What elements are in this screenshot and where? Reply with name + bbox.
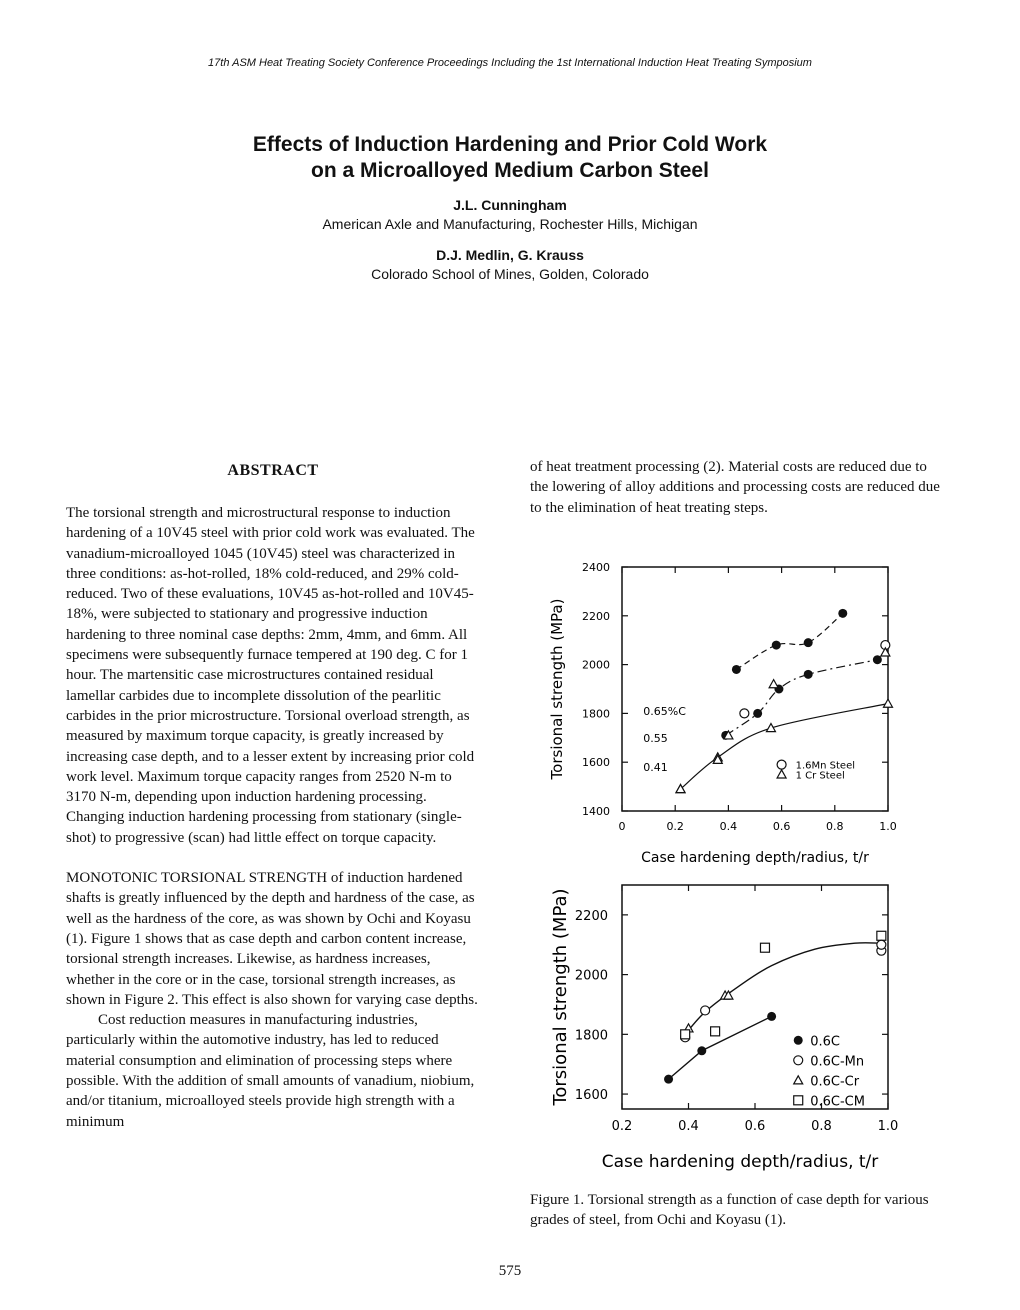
x-tick-label: 1.0	[879, 820, 897, 833]
x-axis-label: Case hardening depth/radius, t/r	[641, 850, 869, 866]
curve-label-065: 0.65%C	[643, 704, 686, 718]
data-point-0.6C	[697, 1046, 706, 1055]
plot-frame	[622, 567, 888, 811]
data-point-0.6C-Mn	[701, 1006, 710, 1015]
data-point-0.6C-CM	[877, 931, 886, 940]
data-point-0.55	[753, 709, 762, 718]
data-point-0.65%C	[838, 609, 847, 618]
title-line-1: Effects of Induction Hardening and Prior Cold Work	[252, 133, 768, 156]
y-tick-label: 2200	[574, 908, 608, 924]
y-tick-label: 2000	[574, 968, 608, 984]
x-tick-label: 0.6	[772, 820, 791, 833]
paragraph-text: of induction hardened shafts is greatly influenced by the depth and hardness of the case, as well as the hardness of the core, as was shown by Ochi and Koyasu (1). Figure 1 shows that as case depth and carbon content increase, torsional strength increases. Likewise, as hardness increases, whether in the core or in the case, torsional strength increases, as shown in Figure 2. This effect is also shown for varying case depths.	[66, 870, 478, 1008]
data-point-0.6C	[767, 1012, 776, 1021]
data-point-0.65%C	[732, 665, 741, 674]
curve-0.55	[726, 660, 878, 736]
x-tick-label: 0.2	[666, 820, 684, 833]
figure-caption: Figure 1. Torsional strength as a function of case depth for various grades of steel, from Ochi and Koyasu (1).	[530, 1192, 929, 1228]
abstract-heading: ABSTRACT	[227, 462, 319, 479]
legend-label: 1 Cr Steel	[795, 770, 845, 782]
author-affiliation: Colorado School of Mines, Golden, Colorado	[371, 266, 649, 282]
y-tick-label: 2000	[582, 658, 610, 672]
legend-label: 0.6C-Mn	[810, 1054, 865, 1070]
chart-bottom	[550, 885, 898, 1172]
legend-marker-1.6Mn	[777, 760, 786, 769]
legend-marker-1Cr	[777, 770, 786, 778]
title-line-2: on a Microalloyed Medium Carbon Steel	[311, 159, 709, 182]
x-tick-label: 0.6	[744, 1119, 766, 1134]
legend-marker-0.6C	[794, 1036, 803, 1045]
paper-title	[0, 132, 1020, 184]
author-name: J.L. Cunningham	[453, 197, 567, 213]
left-column	[66, 503, 480, 1132]
legend-label: 1.6Mn Steel	[795, 760, 856, 772]
body-paragraph-1	[66, 868, 480, 1010]
legend-marker-0.6C-CM	[794, 1096, 803, 1105]
data-point-0.6C	[664, 1075, 673, 1084]
legend-label: 0.6C	[810, 1034, 840, 1050]
author-affiliation: American Axle and Manufacturing, Rochester Hills, Michigan	[322, 216, 698, 232]
curve-label-041: 0.41	[643, 761, 668, 775]
x-tick-label: 0	[618, 820, 626, 833]
data-point-1.6Mn	[740, 709, 749, 718]
data-point-1Cr	[769, 680, 778, 688]
x-tick-label: 0.4	[678, 1119, 699, 1134]
author-name: D.J. Medlin, G. Krauss	[436, 247, 584, 263]
running-header: 17th ASM Heat Treating Society Conference Proceedings Including the 1st International Induction Heat Treating Symposium	[208, 57, 812, 69]
data-point-0.6C-CM	[681, 1030, 690, 1039]
author-block-2	[0, 246, 1020, 284]
x-tick-label: 0.8	[826, 820, 844, 833]
y-tick-label: 1800	[582, 707, 610, 721]
x-tick-label: 0.8	[811, 1119, 832, 1134]
y-tick-label: 2200	[582, 609, 610, 623]
y-tick-label: 2400	[582, 561, 610, 574]
data-point-0.65%C	[804, 638, 813, 647]
y-axis-label: Torsional strength (MPa)	[548, 598, 566, 780]
legend-marker-0.6C-Mn	[794, 1056, 803, 1065]
legend-label: 0.6C-Cr	[810, 1074, 860, 1090]
data-point-0.6C-CM	[760, 943, 769, 952]
chart-top	[548, 561, 897, 866]
y-tick-label: 1800	[574, 1028, 608, 1044]
x-tick-label: 0.4	[719, 820, 738, 833]
y-axis-label: Torsional strength (MPa)	[550, 888, 571, 1106]
legend-marker-0.6C-Cr	[794, 1076, 803, 1084]
y-tick-label: 1600	[574, 1088, 608, 1104]
y-tick-label: 1600	[582, 756, 610, 770]
curve-label-055: 0.55	[643, 731, 668, 745]
figure-1	[540, 555, 900, 1175]
x-tick-label: 1.0	[877, 1119, 899, 1134]
data-point-0.6C-CM	[711, 1027, 720, 1036]
curve-alloyed-fit	[685, 943, 881, 1035]
data-point-0.65%C	[772, 641, 781, 650]
author-block-1	[0, 196, 1020, 234]
data-point-0.6C-Mn	[877, 940, 886, 949]
data-point-0.55	[804, 670, 813, 679]
data-point-0.41	[884, 699, 893, 707]
x-tick-label: 0.2	[611, 1119, 633, 1134]
curve-0.6C	[669, 1016, 772, 1079]
y-tick-label: 1400	[582, 805, 610, 818]
right-column-text	[530, 457, 945, 518]
x-axis-label: Case hardening depth/radius, t/r	[601, 1152, 879, 1172]
page-number: 575	[498, 1263, 522, 1279]
lead-in: MONOTONIC TORSIONAL STRENGTH	[66, 870, 328, 887]
legend-label: 0.6C-CM	[810, 1094, 865, 1110]
curve-0.65%C	[736, 613, 842, 669]
body-paragraph-2: Cost reduction measures in manufacturing industries, particularly within the automotive industry, has led to reduced material consumption and elimination of processing steps where possible. With the addition of small amounts of vanadium, niobium, and/or titanium, microalloyed steels provide high strength with a minimum	[66, 1012, 475, 1130]
abstract-text: The torsional strength and microstructural response to induction hardening of a 10V45 steel with prior cold work was evaluated. The vanadium-microalloyed 1045 (10V45) steel was characterized in three conditions: as-hot-rolled, 18% cold-reduced, and 29% cold-reduced. Two of these evaluations, 10V45 as-hot-rolled and 10V45-18%, were subjected to stationary and progressive induction hardening to three nominal case depths: 2mm, 4mm, and 6mm. All specimens were subsequently furnace tempered at 190 deg. C for 1 hour. The martensitic case microstructures contained residual lamellar carbides due to incomplete dissolution of the pearlitic carbides in the prior microstructure. Torsional overload strength, as measured by maximum torque capacity, is greatly increased by increasing case depth, and to a lesser extent by increasing prior cold work level. Maximum torque capacity ranges from 2520 N-m to 3170 N-m, depending upon induction hardening processing. Changing induction hardening processing from stationary (single-shot) to progressive (scan) had little effect on torque capacity.	[66, 505, 475, 846]
body-paragraph-3: of heat treatment processing (2). Material costs are reduced due to the lowering of alloy additions and processing costs are reduced due to the elimination of heat treating steps.	[530, 459, 940, 516]
